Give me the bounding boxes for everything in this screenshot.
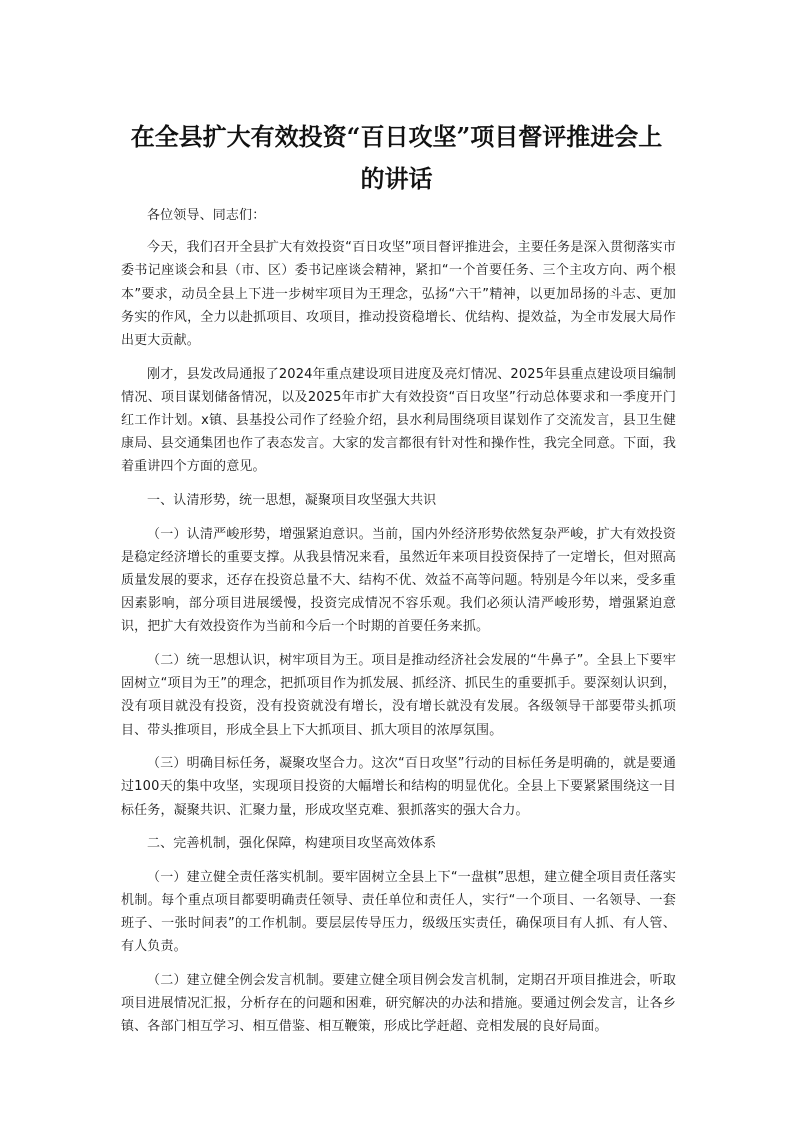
document-body (121, 204, 676, 1049)
section-heading: 一、认清形势，统一思想，凝聚项目攻坚强大共识 (147, 493, 437, 509)
body-paragraph: 今天，我们召开全县扩大有效投资“百日攻坚”项目督评推进会，主要任务是深入贯彻落实市委书记座谈会和县（市、区）委书记座谈会精神，紧扣“一个首要任务、三个主攻方向、两个根本”要求，动员全县上下进一步树牢项目为王理念，弘扬“六干”精神，以更加昂扬的斗志、更加务实的作风，全力以赴抓项目、攻项目，推动投资稳增长、优结构、提效益，为全市发展大局作出更大贡献。 (121, 240, 676, 349)
section-heading: 二、完善机制，强化保障，构建项目攻坚高效体系 (147, 836, 437, 852)
body-paragraph: （二）建立健全例会发言机制。要建立健全项目例会发言机制，定期召开项目推进会，听取项目进展情况汇报，分析存在的问题和困难，研究解决的办法和措施。要通过例会发言，让各乡镇、各部门相互学习、相互借鉴、相互鞭策，形成比学赶超、竞相发展的良好局面。 (121, 973, 676, 1035)
body-paragraph: （二）统一思想认识，树牢项目为王。项目是推动经济社会发展的“牛鼻子”。全县上下要牢固树立“项目为王”的理念，把抓项目作为抓发展、抓经济、抓民生的重要抓手。要深刻认识到，没有项目就没有投资，没有投资就没有增长，没有增长就没有发展。各级领导干部要带头抓项目、带头推项目，形成全县上下大抓项目、抓大项目的浓厚氛围。 (121, 653, 676, 738)
body-paragraph: （一）建立健全责任落实机制。要牢固树立全县上下“一盘棋”思想，建立健全项目责任落实机制。每个重点项目都要明确责任领导、责任单位和责任人，实行“一个项目、一名领导、一套班子、一张时间表”的工作机制。要层层传导压力，级级压实责任，确保项目有人抓、有人管、有人负责。 (121, 869, 676, 955)
salutation: 各位领导、同志们： (147, 208, 266, 223)
body-paragraph: 刚才，县发改局通报了2024年重点建设项目进度及亮灯情况、2025年县重点建设项目编制情况、项目谋划储备情况，以及2025年市扩大有效投资“百日攻坚”行动总体要求和一季度开门红工作计划。x镇、县基投公司作了经验介绍，县水利局围绕项目谋划作了交流发言，县卫生健康局、县交通集团也作了表态发言。大家的发言都很有针对性和操作性，我完全同意。下面，我着重讲四个方面的意见。 (121, 366, 676, 475)
body-paragraph: （三）明确目标任务，凝聚攻坚合力。这次“百日攻坚”行动的目标任务是明确的，就是要通过100天的集中攻坚，实现项目投资的大幅增长和结构的明显优化。全县上下要紧紧围绕这一目标任务，凝聚共识、汇聚力量，形成攻坚克难、狠抓落实的强大合力。 (121, 756, 676, 818)
body-paragraph: （一）认清严峻形势，增强紧迫意识。当前，国内外经济形势依然复杂严峻，扩大有效投资是稳定经济增长的重要支撑。从我县情况来看，虽然近年来项目投资保持了一定增长，但对照高质量发展的要求，还存在投资总量不大、结构不优、效益不高等问题。特别是今年以来，受多重因素影响，部分项目进展缓慢，投资完成情况不容乐观。我们必须认清严峻形势，增强紧迫意识，把扩大有效投资作为当前和今后一个时期的首要任务来抓。 (121, 526, 676, 635)
document-title: 在全县扩大有效投资“百日攻坚”项目督评推进会上的讲话 (130, 122, 663, 193)
